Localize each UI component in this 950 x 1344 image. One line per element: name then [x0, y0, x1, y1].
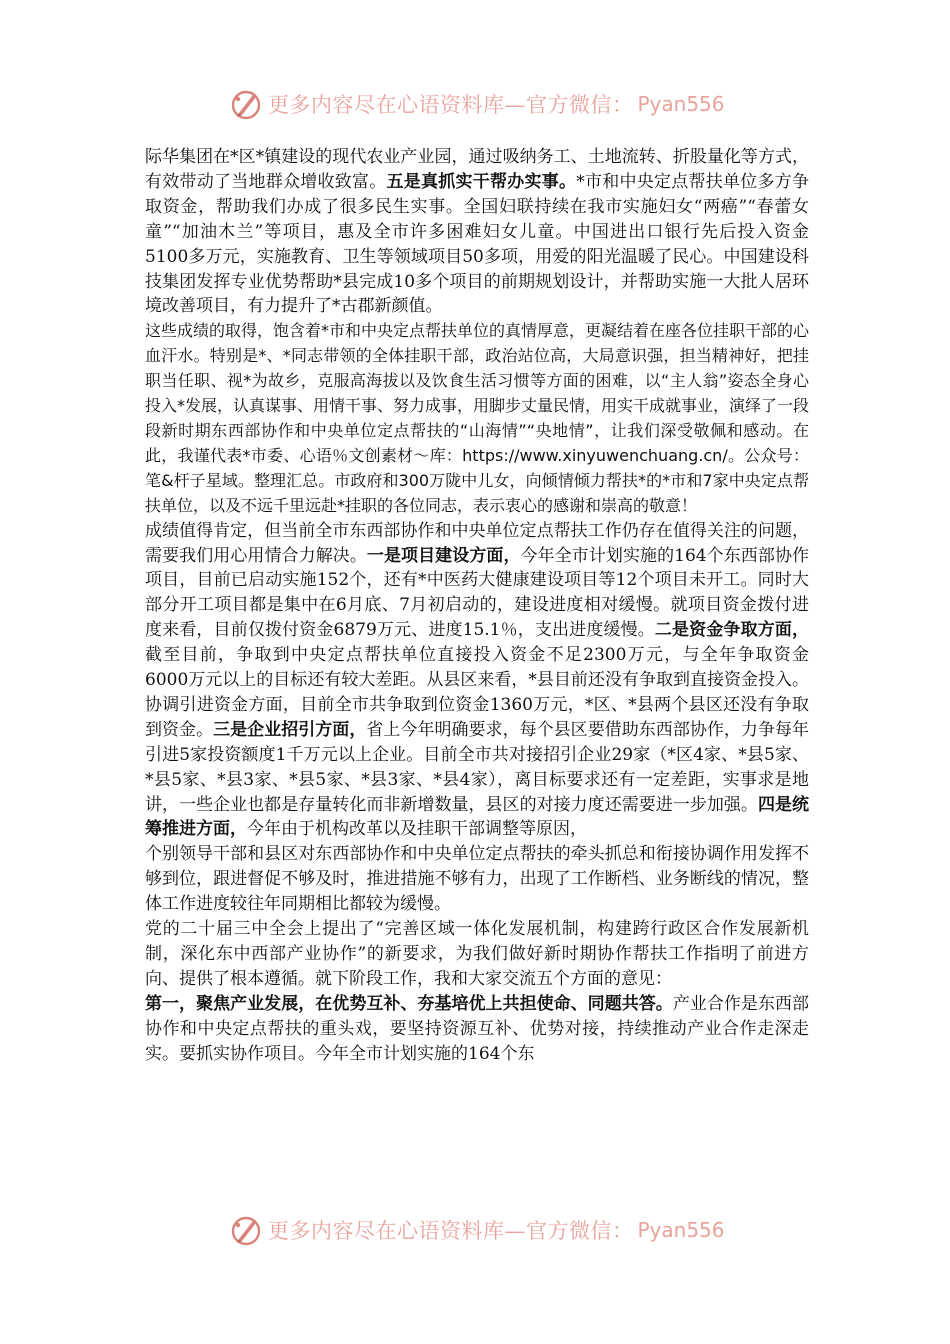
body-text: 省上今年明确要求，每个县区要借助东西部协作，力争每年引进5家投资额度1千万元以上企业。目前全市共对接招引企业29家（*区4家、*县5家、*县5家、*县3家、*县5家、*县3家、*县4家），离目标要求还有一定差距，实事求是地讲，一些企业也都是存量转化而非新增数量，县区的对接力度还需要进一步加强。	[145, 719, 810, 815]
header-watermark-banner	[0, 82, 950, 126]
body-text: 际华集团在*区*镇建设的现代农业产业园，通过吸纳务工、土地流转、折股量化等方式，有效带动了当地群众增收致富。	[145, 147, 809, 192]
watermark-wechat-id: Pyan556	[637, 1218, 725, 1242]
watermark-text: 更多内容尽在心语资料库—官方微信：	[268, 1219, 634, 1243]
bold-heading-text: 五是真抓实干帮办实事。	[386, 171, 577, 192]
body-text: 成绩值得肯定，但当前全市东西部协作和中央单位定点帮扶工作仍存在值得关注的问题，需要我们用心用情合力解决。	[145, 520, 809, 566]
body-text: 这些成绩的取得，饱含着*市和中央定点帮扶单位的真情厚意，更凝结着在座各位挂职干部的心血汗水。特别是*、*同志带领的全体挂职干部，政治站位高，大局意识强，担当精神好，把挂职当任职、视*为故乡，克服高海拔以及饮食生活习惯等方面的困难，以“主人翁”姿态全身心投入*发展，认真谋事、用情干事、努力成事，用脚步丈量民情，用实干成就事业，演绎了一段段新时期东西部协作和中央单位定点帮扶的“山海情”“央地情”，让我们深受敬佩和感动。在此，我谨代表*市委、心语％文创素材～库：https://www.xinyuwenchuang.cn/。公众号：笔&杆子星域。整理汇总。市政府和300万陇中儿女，向倾情倾力帮扶*的*市和7家中央定点帮扶单位，以及不远千里远赴*挂职的各位同志，表示衷心的感谢和崇高的敬意！	[145, 321, 810, 515]
pen-circle-logo-icon	[228, 1212, 264, 1248]
body-text: 今年全市计划实施的164个东西部协作项目，目前已启动实施152个，还有*中医药大健康建设项目等12个项目未开工。同时大部分开工项目都是集中在6月底、7月初启动的，建设进度相对缓慢。就项目资金拨付进度来看，目前仅拨付资金6879万元、进度15.1％，支出进度缓慢。	[145, 545, 810, 641]
paragraph	[145, 145, 809, 319]
paragraph	[145, 319, 809, 518]
footer-watermark-banner	[0, 1208, 950, 1252]
body-text: 截至目前，争取到中央定点帮扶单位直接投入资金不足2300万元，与全年争取资金6000万元以上的目标还有较大差距。从县区来看，*县目前还没有争取到直接资金投入。协调引进资金方面，目前全市共争取到位资金1360万元，*区、*县两个县区还没有争取到资金。	[145, 645, 809, 740]
watermark-wechat-id: Pyan556	[637, 92, 725, 116]
bold-heading-text: 二是资金争取方面，	[654, 620, 809, 641]
paragraph	[145, 842, 809, 917]
bold-heading-text: 四是统筹推进方面，	[145, 794, 810, 840]
bold-heading-text: 三是企业招引方面，	[213, 719, 367, 740]
paragraph	[145, 917, 809, 992]
paragraph	[145, 519, 809, 843]
bold-heading-text: 第一，聚焦产业发展，在优势互补、夯基培优上共担使命、同题共答。	[145, 993, 673, 1014]
body-text: *市和中央定点帮扶单位多方争取资金，帮助我们办成了很多民生实事。全国妇联持续在我市实施妇女“两癌”“春蕾女童”“加油木兰”等项目，惠及全市许多困难妇女儿童。中国进出口银行先后投入资金5100多万元，实施教育、卫生等领域项目50多项，用爱的阳光温暖了民心。中国建设科技集团发挥专业优势帮助*县完成10多个项目的前期规划设计，并帮助实施一大批人居环境改善项目，有力提升了*古郡新颜值。	[145, 171, 809, 317]
watermark-text: 更多内容尽在心语资料库—官方微信：	[268, 93, 634, 117]
body-text: 党的二十届三中全会上提出了“完善区域一体化发展机制，构建跨行政区合作发展新机制，深化东中西部产业协作”的新要求，为我们做好新时期协作帮扶工作指明了前进方向、提供了根本遵循。就下阶段工作，我和大家交流五个方面的意见：	[145, 919, 809, 989]
paragraph	[145, 992, 809, 1067]
body-text: 今年由于机构改革以及挂职干部调整等原因，	[247, 819, 587, 840]
document-body	[145, 145, 809, 1067]
body-text: 产业合作是东西部协作和中央定点帮扶的重头戏，要坚持资源互补、优势对接，持续推动产业合作走深走实。要抓实协作项目。今年全市计划实施的164个东	[145, 993, 810, 1064]
pen-circle-logo-icon	[228, 86, 264, 122]
body-text: 个别领导干部和县区对东西部协作和中央单位定点帮扶的牵头抓总和衔接协调作用发挥不够到位，跟进督促不够及时，推进措施不够有力，出现了工作断档、业务断线的情况，整体工作进度较往年同期相比都较为缓慢。	[145, 844, 809, 915]
bold-heading-text: 一是项目建设方面，	[366, 545, 521, 566]
